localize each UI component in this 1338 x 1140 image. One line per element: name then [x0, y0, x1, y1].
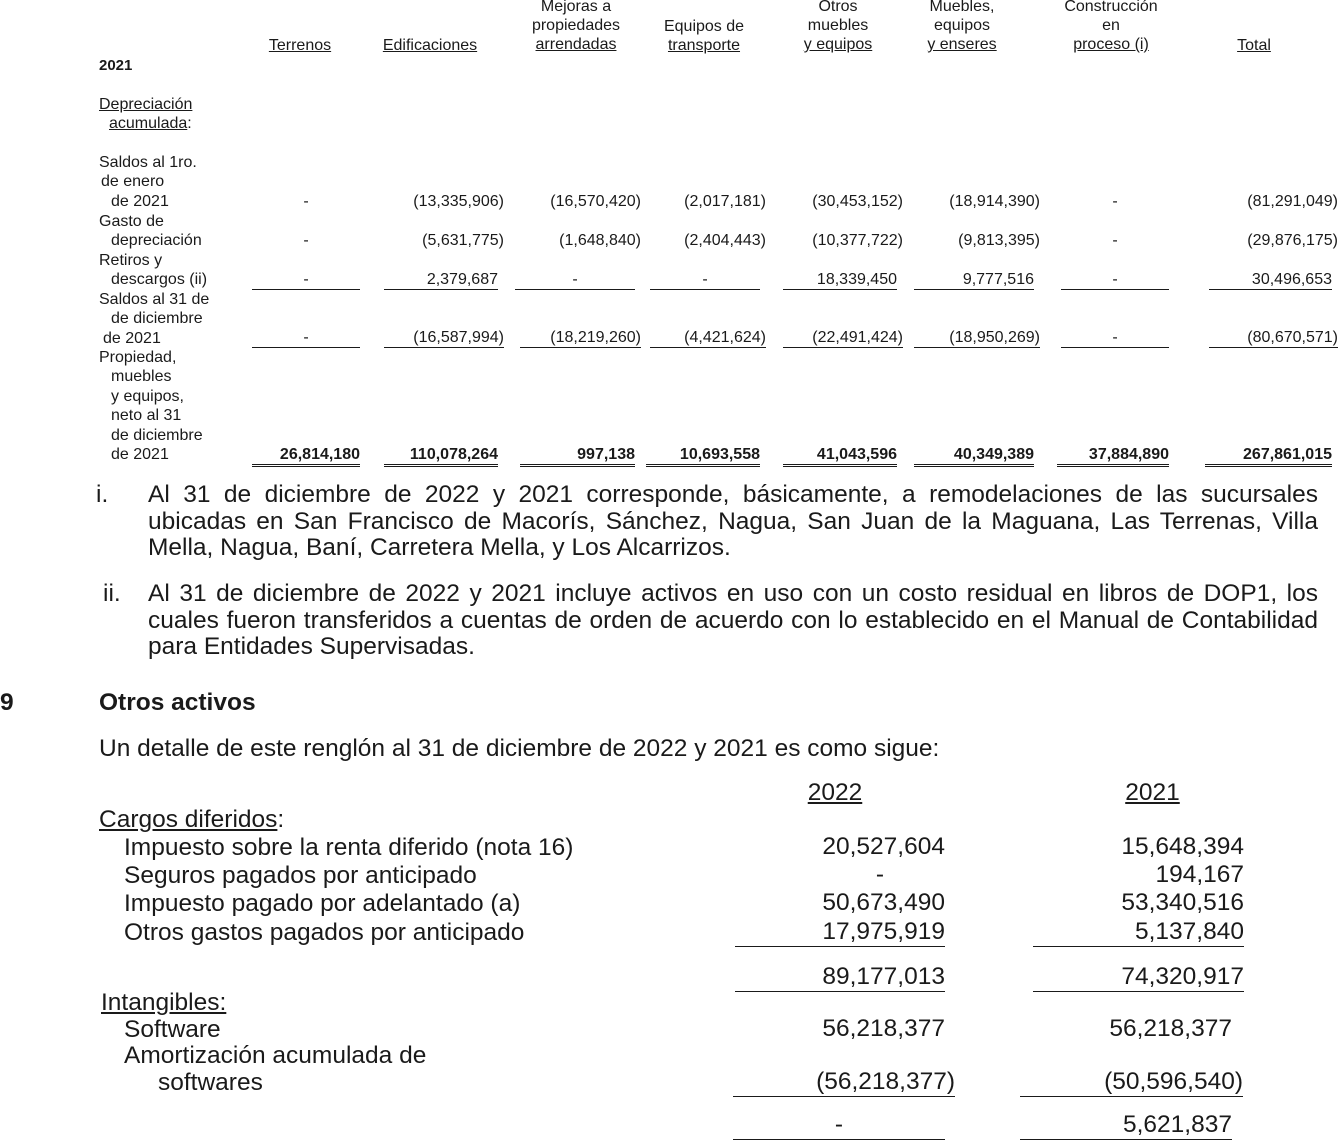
cell-construccion: -: [1061, 328, 1169, 348]
cell-edificaciones: 110,078,264: [384, 445, 498, 467]
cell-otros-muebles: 41,043,596: [783, 445, 897, 467]
value-2022: (56,218,377): [733, 1068, 955, 1097]
col-header-mejoras: Mejoras a propiedades arrendadas: [531, 0, 621, 53]
cell-muebles-equipos: (9,813,395): [958, 232, 1040, 249]
value-2021: 56,218,377: [1109, 1015, 1232, 1042]
cell-mejoras: (1,648,840): [559, 232, 641, 249]
year-header-2022: 2022: [807, 779, 863, 806]
col-header-otros-muebles: Otros muebles y equipos: [803, 0, 873, 53]
row-label-gasto: Gasto de depreciación: [99, 213, 202, 250]
col-header-equipos-transporte: Equipos de transporte: [663, 18, 745, 54]
cell-construccion: -: [1112, 193, 1118, 210]
cell-muebles-equipos: 40,349,389: [914, 445, 1034, 467]
col-header-edificaciones: Edificaciones: [382, 37, 478, 54]
cell-otros-muebles: (10,377,722): [812, 232, 903, 249]
cell-equipos-transporte: -: [650, 270, 760, 290]
cell-terrenos: -: [252, 328, 360, 348]
cell-construccion: 37,884,890: [1057, 445, 1169, 467]
cell-otros-muebles: (22,491,424): [783, 328, 903, 348]
cell-total: 30,496,653: [1209, 270, 1332, 290]
value-2022: 17,975,919: [735, 918, 945, 947]
cell-equipos-transporte: 10,693,558: [646, 445, 760, 467]
subtotal-2022: -: [733, 1111, 945, 1140]
subtotal-2022: 89,177,013: [735, 963, 945, 992]
row-label: Amortización acumulada de softwares: [124, 1042, 427, 1096]
cell-total: (29,876,175): [1247, 232, 1338, 249]
cell-construccion: -: [1061, 270, 1169, 290]
cell-construccion: -: [1112, 232, 1118, 249]
subtotal-2021: 5,621,837: [1020, 1111, 1232, 1140]
cell-equipos-transporte: (2,404,443): [684, 232, 766, 249]
section-intro: Un detalle de este renglón al 31 de diciembre de 2022 y 2021 es como sigue:: [99, 735, 940, 762]
row-label-retiros: Retiros y descargos (ii): [99, 252, 208, 289]
value-2021: 5,137,840: [1033, 918, 1244, 947]
cell-muebles-equipos: 9,777,516: [914, 270, 1034, 290]
year-header-2021: 2021: [1125, 779, 1180, 806]
cell-terrenos: -: [252, 270, 360, 290]
cell-muebles-equipos: (18,950,269): [914, 328, 1040, 348]
cell-otros-muebles: 18,339,450: [783, 270, 897, 290]
col-header-construccion: Construcción en proceso (i): [1064, 0, 1158, 53]
subtotal-2021: 74,320,917: [1033, 963, 1244, 992]
row-label-neto: Propiedad, muebles y equipos, neto al 31 de diciembre de 2021: [99, 349, 203, 464]
col-header-terrenos: Terrenos: [268, 37, 332, 54]
cell-mejoras: -: [515, 270, 635, 290]
cell-terrenos: -: [303, 193, 309, 210]
cell-mejoras: (18,219,260): [520, 328, 641, 348]
value-2021: 15,648,394: [1121, 833, 1244, 860]
note-marker: ii.: [103, 580, 121, 607]
group-label-intangibles: Intangibles:: [101, 989, 227, 1016]
cell-edificaciones: 2,379,687: [384, 270, 498, 290]
cell-total: (81,291,049): [1247, 193, 1338, 210]
value-2021: 194,167: [1155, 861, 1244, 888]
cell-muebles-equipos: (18,914,390): [949, 193, 1040, 210]
value-2022: 50,673,490: [822, 889, 945, 916]
cell-edificaciones: (13,335,906): [413, 193, 504, 210]
row-label: Software: [124, 1016, 221, 1043]
note-text: Al 31 de diciembre de 2022 y 2021 incluye activos en uso con un costo residual en libros de DOP1, los cuales fueron transferidos a cuentas de orden de acuerdo con lo establecido en el Manual de Contabilidad para Entidades Supervisadas.: [148, 580, 1318, 660]
note-marker: i.: [96, 481, 109, 508]
col-header-total: Total: [1237, 37, 1271, 54]
row-label: Impuesto pagado por adelantado (a): [124, 890, 521, 917]
section-number: 9: [0, 689, 14, 716]
cell-mejoras: (16,570,420): [550, 193, 641, 210]
cell-mejoras: 997,138: [520, 445, 635, 467]
row-label: Impuesto sobre la renta diferido (nota 16): [124, 834, 574, 861]
value-2021: 53,340,516: [1121, 889, 1244, 916]
cell-otros-muebles: (30,453,152): [812, 193, 903, 210]
row-label: Otros gastos pagados por anticipado: [124, 919, 525, 946]
row-label-saldos-cierre: Saldos al 31 de de diciembre de 2021: [99, 291, 210, 347]
value-2022: -: [875, 861, 885, 888]
section-title: Otros activos: [99, 689, 256, 716]
cell-total: 267,861,015: [1205, 445, 1332, 467]
cell-edificaciones: (5,631,775): [422, 232, 504, 249]
section-label-depreciacion: Depreciación acumulada:: [99, 96, 193, 133]
row-label: Seguros pagados por anticipado: [124, 862, 477, 889]
note-text: Al 31 de diciembre de 2022 y 2021 corresponde, básicamente, a remodelaciones de las sucursales ubicadas en San Francisco de Macorís, Sánchez, Nagua, San Juan de la Maguana, Las Terrenas, Villa Mella, Nagua, Baní, Carretera Mella, y Los Alcarrizos.: [148, 481, 1318, 561]
group-label-cargos-diferidos: Cargos diferidos:: [99, 806, 285, 833]
value-2022: 20,527,604: [822, 833, 945, 860]
value-2022: 56,218,377: [822, 1015, 945, 1042]
cell-terrenos: -: [303, 232, 309, 249]
value-2021: (50,596,540): [1020, 1068, 1243, 1097]
cell-terrenos: 26,814,180: [252, 445, 360, 467]
cell-equipos-transporte: (2,017,181): [684, 193, 766, 210]
table-year: 2021: [99, 57, 133, 74]
cell-edificaciones: (16,587,994): [384, 328, 504, 348]
cell-equipos-transporte: (4,421,624): [650, 328, 766, 348]
row-label-saldos-inicio: Saldos al 1ro. de enero de 2021: [99, 154, 197, 210]
col-header-muebles-equipos: Muebles, equipos y enseres: [927, 0, 997, 53]
cell-total: (80,670,571): [1209, 328, 1338, 348]
